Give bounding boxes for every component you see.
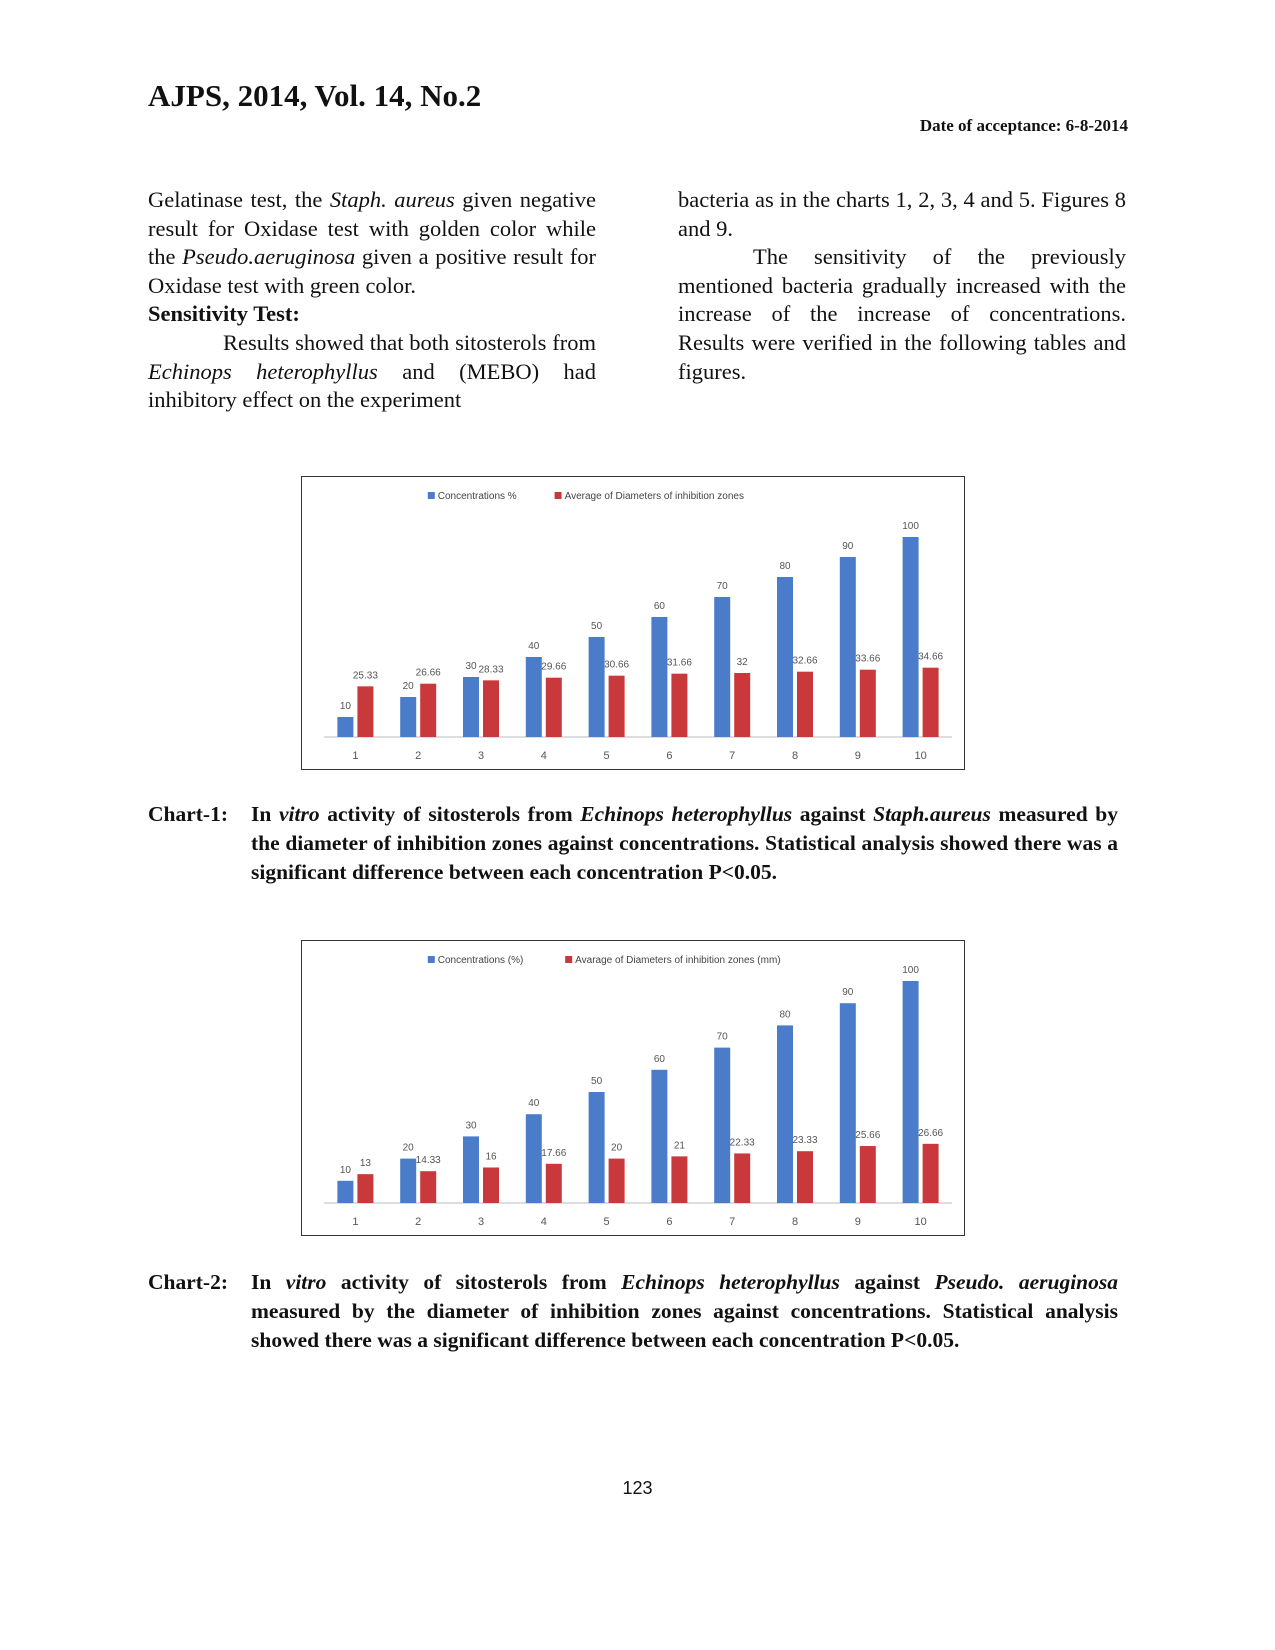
data-label: 50	[591, 1076, 603, 1087]
data-label: 40	[528, 641, 540, 652]
caption-label: Chart-1:	[148, 802, 229, 826]
legend-label: Average of Diameters of inhibition zones	[564, 491, 744, 502]
bar-series-1	[463, 677, 479, 737]
data-label: 10	[339, 701, 351, 712]
bar-series-2	[357, 686, 373, 737]
data-label: 17.66	[541, 1147, 567, 1159]
bar-series-1	[589, 637, 605, 737]
legend-label: Avarage of Diameters of inhibition zones (mm)	[575, 955, 781, 966]
chart-1-caption	[148, 800, 1118, 887]
data-label: 23.33	[792, 1135, 818, 1147]
bar-series-2	[923, 1144, 939, 1203]
data-label: 10	[339, 1164, 351, 1176]
bar-series-2	[860, 1146, 876, 1203]
bar-series-2	[734, 1153, 750, 1203]
x-tick-label: 9	[854, 1216, 861, 1228]
x-tick-label: 5	[603, 750, 610, 762]
right-column	[678, 186, 1126, 386]
bar-series-2	[420, 1171, 436, 1203]
bar-series-1	[526, 657, 542, 737]
data-label: 80	[779, 1009, 791, 1021]
bar-series-2	[483, 1167, 499, 1203]
bar-series-1	[463, 1136, 479, 1203]
data-label: 14.33	[415, 1155, 441, 1167]
bar-series-1	[777, 577, 793, 737]
x-tick-label: 7	[729, 750, 736, 762]
data-label: 30.66	[604, 659, 630, 671]
data-label: 26.66	[415, 667, 441, 679]
chart-2	[301, 940, 965, 1236]
data-label: 70	[716, 1031, 728, 1043]
bar-series-1	[903, 537, 919, 737]
bar-series-2	[734, 673, 750, 737]
x-tick-label: 4	[540, 750, 547, 762]
bar-series-2	[671, 1156, 687, 1203]
data-label: 33.66	[855, 653, 881, 665]
bar-series-1	[337, 1181, 353, 1203]
bar-series-2	[797, 672, 813, 737]
bar-series-1	[840, 1003, 856, 1203]
bar-series-2	[797, 1151, 813, 1203]
bar-series-2	[483, 680, 499, 737]
data-label: 32.66	[792, 655, 818, 667]
data-label: 32	[736, 657, 748, 668]
bar-series-2	[609, 1159, 625, 1203]
bar-series-2	[420, 684, 436, 737]
data-label: 100	[902, 521, 919, 532]
legend-label: Concentrations (%)	[437, 955, 524, 966]
legend-swatch	[555, 492, 562, 499]
legend-swatch	[428, 956, 435, 963]
bar-series-2	[546, 678, 562, 737]
bar-series-2	[860, 670, 876, 737]
data-label: 80	[779, 561, 791, 572]
legend-entry	[428, 491, 517, 502]
bar-series-1	[651, 1070, 667, 1203]
bar-series-2	[357, 1174, 373, 1203]
data-label: 30	[465, 1120, 477, 1132]
x-tick-label: 3	[477, 1216, 485, 1228]
data-label: 20	[611, 1142, 623, 1154]
data-label: 30	[465, 661, 477, 672]
x-tick-label: 7	[729, 1216, 736, 1228]
data-label: 60	[653, 1053, 665, 1065]
bar-series-1	[589, 1092, 605, 1203]
data-label: 34.66	[918, 651, 944, 663]
legend-swatch	[428, 492, 435, 499]
data-label: 25.33	[352, 670, 378, 682]
acceptance-date: Date of acceptance: 6-8-2014	[919, 116, 1128, 135]
bar-series-1	[526, 1114, 542, 1203]
paragraph-oxidase: Gelatinase test, the Staph. aureus given negative result for Oxidase test with golden color while the Pseudo.aeruginosa given a positive result for Oxidase test with green color.	[148, 187, 596, 298]
legend-entry	[565, 955, 780, 966]
data-label: 90	[842, 987, 854, 999]
x-tick-label: 8	[791, 750, 799, 762]
x-tick-label: 8	[791, 1216, 799, 1228]
journal-title: AJPS, 2014, Vol. 14, No.2	[148, 78, 482, 113]
data-label: 22.33	[729, 1137, 755, 1149]
x-tick-label: 10	[914, 1216, 927, 1228]
section-heading: Sensitivity Test:	[148, 301, 300, 327]
data-label: 16	[485, 1151, 497, 1163]
x-tick-label: 2	[415, 750, 422, 762]
x-tick-label: 9	[854, 750, 861, 762]
data-label: 50	[591, 621, 603, 632]
data-label: 20	[402, 1142, 414, 1154]
bar-series-2	[546, 1164, 562, 1203]
page-number: 123	[622, 1478, 653, 1498]
data-label: 25.66	[855, 1130, 881, 1142]
bar-series-1	[400, 697, 416, 737]
legend-entry	[428, 955, 524, 966]
left-column	[148, 186, 596, 415]
bar-series-2	[671, 674, 687, 737]
chart-1	[301, 476, 965, 770]
caption-text: In vitro activity of sitosterols from Echinops heterophyllus against Pseudo. aeruginosa measured by the diameter of inhibition zones against concentrations. Statistical analysis showed there was a significant difference between each concentration P<0.05.	[251, 1270, 1118, 1352]
bar-series-2	[923, 668, 939, 737]
data-label: 26.66	[918, 1127, 944, 1139]
paragraph-sensitivity: Results showed that both sitosterols from Echinops heterophyllus and (MEBO) had inhibitory effect on the experiment	[148, 329, 596, 413]
data-label: 29.66	[541, 661, 567, 673]
paragraph-charts-ref: bacteria as in the charts 1, 2, 3, 4 and 5. Figures 8 and 9.	[678, 187, 1126, 241]
data-label: 13	[359, 1158, 371, 1170]
legend-entry	[555, 491, 744, 502]
x-tick-label: 1	[352, 1216, 359, 1228]
x-tick-label: 2	[415, 1216, 422, 1228]
chart-2-svg	[302, 941, 964, 1235]
legend-swatch	[565, 956, 572, 963]
data-label: 100	[902, 965, 919, 976]
x-tick-label: 6	[666, 1216, 673, 1228]
x-tick-label: 4	[540, 1216, 547, 1228]
data-label: 20	[402, 681, 414, 692]
bar-series-1	[337, 717, 353, 737]
bar-series-1	[714, 1048, 730, 1203]
x-tick-label: 5	[603, 1216, 610, 1228]
data-label: 90	[842, 541, 854, 552]
data-label: 60	[653, 601, 665, 612]
x-tick-label: 3	[477, 750, 485, 762]
x-tick-label: 10	[914, 750, 927, 762]
legend-label: Concentrations %	[437, 491, 517, 502]
bar-series-2	[609, 676, 625, 737]
chart-2-caption	[148, 1268, 1118, 1355]
data-label: 40	[528, 1098, 540, 1110]
data-label: 28.33	[478, 664, 504, 676]
data-label: 70	[716, 581, 728, 592]
x-tick-label: 6	[666, 750, 673, 762]
chart-1-svg	[302, 477, 964, 769]
bar-series-1	[840, 557, 856, 737]
bar-series-1	[903, 981, 919, 1203]
x-tick-label: 1	[352, 750, 359, 762]
bar-series-1	[651, 617, 667, 737]
caption-label: Chart-2:	[148, 1270, 229, 1294]
data-label: 21	[673, 1140, 685, 1152]
data-label: 31.66	[666, 657, 692, 669]
caption-text: In vitro activity of sitosterols from Echinops heterophyllus against Staph.aureus measured by the diameter of inhibition zones against concentrations. Statistical analysis showed there was a significant difference between each concentration P<0.05.	[251, 802, 1118, 884]
paragraph-results: The sensitivity of the previously mentioned bacteria gradually increased with the increase of the increase of concentrations. Results were verified in the following tables and figures.	[678, 244, 1126, 384]
bar-series-1	[777, 1025, 793, 1203]
bar-series-1	[714, 597, 730, 737]
bar-series-1	[400, 1159, 416, 1203]
